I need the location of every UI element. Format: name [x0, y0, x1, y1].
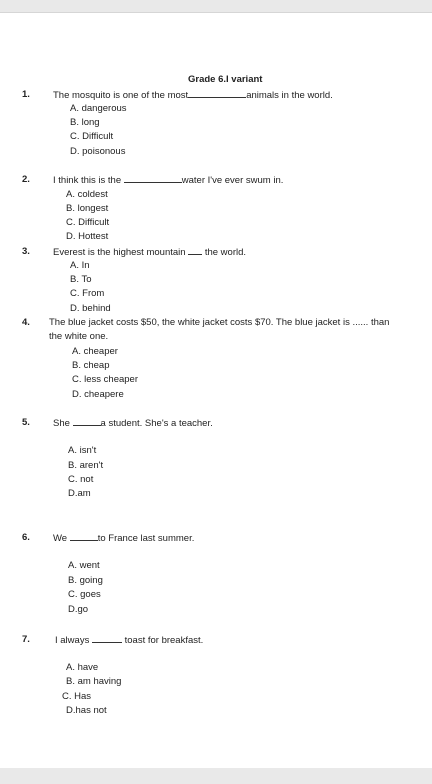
question-7-option-d: D.has not: [66, 705, 107, 716]
answer-blank: [70, 532, 98, 541]
question-7-number: 7.: [22, 634, 30, 645]
question-5-option-b: B. aren't: [68, 460, 104, 471]
question-5-option-d: D.am: [68, 488, 91, 499]
question-3-number: 3.: [22, 246, 30, 257]
question-7-text: [55, 634, 203, 646]
answer-blank: [188, 246, 202, 255]
question-3-post: the world.: [204, 247, 247, 258]
question-2-option-b: B. longest: [66, 203, 109, 214]
question-7-pre: I always: [55, 635, 90, 646]
answer-blank: [124, 174, 182, 183]
question-4-option-d: D. cheapere: [72, 389, 124, 400]
question-2-option-c: C. Difficult: [66, 217, 110, 228]
question-4-option-c: C. less cheaper: [72, 374, 139, 385]
question-1-post: animals in the world.: [246, 90, 333, 101]
question-2-post: water I've ever swum in.: [181, 175, 284, 186]
question-2-option-d: D. Hottest: [66, 231, 109, 242]
question-3-option-a: A. In: [70, 260, 90, 271]
question-6-option-c: C. goes: [68, 589, 101, 600]
question-7-option-b: B. am having: [66, 676, 122, 687]
page-title: Grade 6.I variant: [188, 74, 263, 85]
question-7-option-c: C. Has: [62, 691, 92, 702]
question-7-option-a: A. have: [66, 662, 99, 673]
question-3-pre: Everest is the highest mountain: [53, 247, 186, 258]
question-5-option-c: C. not: [68, 474, 94, 485]
question-4-number: 4.: [22, 317, 30, 328]
question-1-pre: The mosquito is one of the most: [53, 90, 189, 101]
question-2-pre: I think this is the: [53, 175, 122, 186]
question-5-post: a student. She's a teacher.: [100, 418, 213, 429]
question-1-text: [53, 89, 333, 101]
question-5-text: [53, 417, 213, 429]
answer-blank: [73, 417, 101, 426]
question-6-option-b: B. going: [68, 575, 103, 586]
question-2-option-a: A. coldest: [66, 189, 108, 200]
top-gray-band: [0, 0, 432, 12]
question-5-pre: She: [53, 418, 70, 429]
question-4-option-a: A. cheaper: [72, 346, 118, 357]
question-6-text: [53, 532, 194, 544]
question-3-option-b: B. To: [70, 274, 92, 285]
question-3-option-c: C. From: [70, 288, 105, 299]
bottom-gray-band: [0, 768, 432, 784]
answer-blank: [92, 634, 122, 643]
question-6-option-d: D.go: [68, 604, 89, 615]
question-1-number: 1.: [22, 89, 30, 100]
question-7-post: toast for breakfast.: [124, 635, 204, 646]
question-6-post: to France last summer.: [97, 533, 195, 544]
question-4-option-b: B. cheap: [72, 360, 110, 371]
answer-blank: [188, 89, 246, 98]
question-6-pre: We: [53, 533, 68, 544]
question-2-number: 2.: [22, 174, 30, 185]
question-2-text: [53, 174, 283, 186]
question-5-number: 5.: [22, 417, 30, 428]
question-4-line-2: the white one.: [49, 331, 109, 342]
question-5-option-a: A. isn't: [68, 445, 97, 456]
question-3-option-d: D. behind: [70, 303, 111, 314]
question-1-option-b: B. long: [70, 117, 100, 128]
question-1-option-c: C. Difficult: [70, 131, 114, 142]
question-6-number: 6.: [22, 532, 30, 543]
question-1-option-d: D. poisonous: [70, 146, 126, 157]
question-6-option-a: A. went: [68, 560, 100, 571]
worksheet-page: [0, 12, 432, 770]
question-1-option-a: A. dangerous: [70, 103, 127, 114]
question-4-line-1: The blue jacket costs $50, the white jacket costs $70. The blue jacket is ...... than: [49, 317, 390, 328]
question-3-text: [53, 246, 246, 258]
